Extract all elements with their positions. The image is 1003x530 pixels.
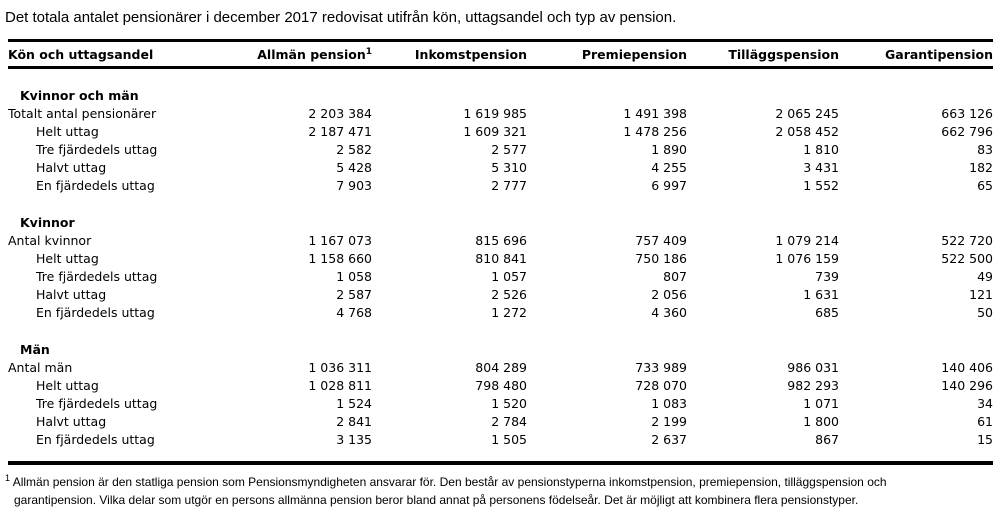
cell-value: 49 bbox=[977, 269, 993, 284]
table-row bbox=[8, 123, 993, 141]
cell-value: 2 058 452 bbox=[775, 124, 839, 139]
row-label: Antal kvinnor bbox=[8, 233, 92, 248]
spacer-row bbox=[8, 322, 993, 341]
page-title: Det totala antalet pensionärer i december 2017 redovisat utifrån kön, uttagsandel och typ av pension. bbox=[5, 9, 677, 26]
cell-value: 3 135 bbox=[336, 432, 372, 447]
row-label: Tre fjärdedels uttag bbox=[36, 269, 158, 284]
table-row bbox=[8, 431, 993, 449]
column-header-allman-pension bbox=[252, 41, 372, 68]
row-label: En fjärdedels uttag bbox=[36, 305, 155, 320]
cell-value: 1 619 985 bbox=[463, 106, 527, 121]
cell-value: 804 289 bbox=[475, 360, 527, 375]
cell-value: 1 478 256 bbox=[623, 124, 687, 139]
cell-value: 7 903 bbox=[336, 178, 372, 193]
section-heading-kvinnor: Kvinnor bbox=[20, 215, 75, 230]
footnote-line-1 bbox=[5, 472, 887, 489]
cell-value: 815 696 bbox=[475, 233, 527, 248]
row-label: Tre fjärdedels uttag bbox=[36, 142, 158, 157]
section-heading-row bbox=[8, 87, 993, 105]
column-header-kon-och-uttagsandel: Kön och uttagsandel bbox=[8, 41, 252, 68]
column-header-tillaggspension: Tilläggspension bbox=[687, 41, 839, 68]
cell-value: 182 bbox=[969, 160, 993, 175]
cell-value: 4 768 bbox=[336, 305, 372, 320]
table-bottom-rule bbox=[8, 461, 993, 465]
cell-value: 757 409 bbox=[635, 233, 687, 248]
cell-value: 662 796 bbox=[941, 124, 993, 139]
cell-value: 1 167 073 bbox=[308, 233, 372, 248]
cell-value: 798 480 bbox=[475, 378, 527, 393]
cell-value: 61 bbox=[977, 414, 993, 429]
column-header-garantipension: Garantipension bbox=[839, 41, 993, 68]
cell-value: 1 524 bbox=[336, 396, 372, 411]
section-heading-man: Män bbox=[20, 342, 50, 357]
cell-value: 1 491 398 bbox=[623, 106, 687, 121]
cell-value: 1 505 bbox=[491, 432, 527, 447]
table-row bbox=[8, 159, 993, 177]
row-label: Halvt uttag bbox=[36, 414, 107, 429]
column-header-allman-pension-text: Allmän pension bbox=[257, 46, 366, 62]
cell-value: 65 bbox=[977, 178, 993, 193]
cell-value: 663 126 bbox=[941, 106, 993, 121]
cell-value: 2 577 bbox=[491, 142, 527, 157]
table-row bbox=[8, 304, 993, 322]
cell-value: 5 428 bbox=[336, 160, 372, 175]
cell-value: 1 057 bbox=[491, 269, 527, 284]
cell-value: 2 777 bbox=[491, 178, 527, 193]
cell-value: 1 076 159 bbox=[775, 251, 839, 266]
cell-value: 6 997 bbox=[651, 178, 687, 193]
cell-value: 807 bbox=[663, 269, 687, 284]
cell-value: 2 203 384 bbox=[308, 106, 372, 121]
section-heading-kvinnor-och-man: Kvinnor och män bbox=[20, 88, 139, 103]
spacer-row bbox=[8, 195, 993, 214]
cell-value: 522 720 bbox=[941, 233, 993, 248]
cell-value: 140 406 bbox=[941, 360, 993, 375]
table-row bbox=[8, 105, 993, 123]
row-label: Helt uttag bbox=[36, 124, 99, 139]
row-label: Tre fjärdedels uttag bbox=[36, 396, 158, 411]
table-row bbox=[8, 141, 993, 159]
cell-value: 4 255 bbox=[651, 160, 687, 175]
cell-value: 986 031 bbox=[787, 360, 839, 375]
cell-value: 140 296 bbox=[941, 378, 993, 393]
cell-value: 2 199 bbox=[651, 414, 687, 429]
table-row bbox=[8, 286, 993, 304]
row-label: Halvt uttag bbox=[36, 287, 107, 302]
cell-value: 2 637 bbox=[651, 432, 687, 447]
row-label: En fjärdedels uttag bbox=[36, 178, 155, 193]
cell-value: 1 552 bbox=[803, 178, 839, 193]
column-header-premiepension: Premiepension bbox=[527, 41, 687, 68]
cell-value: 733 989 bbox=[635, 360, 687, 375]
cell-value: 5 310 bbox=[491, 160, 527, 175]
cell-value: 2 841 bbox=[336, 414, 372, 429]
row-label: Helt uttag bbox=[36, 378, 99, 393]
cell-value: 1 036 311 bbox=[308, 360, 372, 375]
footnote bbox=[5, 473, 1003, 509]
cell-value: 867 bbox=[815, 432, 839, 447]
row-label: Antal män bbox=[8, 360, 73, 375]
cell-value: 1 520 bbox=[491, 396, 527, 411]
pension-table bbox=[8, 39, 993, 449]
table-row bbox=[8, 377, 993, 395]
cell-value: 1 810 bbox=[803, 142, 839, 157]
footnote-line-2: garantipension. Vilka delar som utgör en persons allmänna pension beror bland annat på personens födelseår. Det är möjligt att kombinera flera pensionstyper. bbox=[14, 492, 859, 507]
table-row bbox=[8, 395, 993, 413]
cell-value: 83 bbox=[977, 142, 993, 157]
cell-value: 522 500 bbox=[941, 251, 993, 266]
section-heading-row bbox=[8, 214, 993, 232]
cell-value: 2 056 bbox=[651, 287, 687, 302]
cell-value: 1 158 660 bbox=[308, 251, 372, 266]
cell-value: 1 631 bbox=[803, 287, 839, 302]
spacer-row bbox=[8, 68, 993, 87]
cell-value: 685 bbox=[815, 305, 839, 320]
table-row bbox=[8, 177, 993, 195]
cell-value: 1 272 bbox=[491, 305, 527, 320]
cell-value: 2 582 bbox=[336, 142, 372, 157]
cell-value: 1 609 321 bbox=[463, 124, 527, 139]
cell-value: 2 526 bbox=[491, 287, 527, 302]
table-row bbox=[8, 250, 993, 268]
cell-value: 50 bbox=[977, 305, 993, 320]
column-header-inkomstpension: Inkomstpension bbox=[372, 41, 527, 68]
cell-value: 2 784 bbox=[491, 414, 527, 429]
cell-value: 3 431 bbox=[803, 160, 839, 175]
cell-value: 739 bbox=[815, 269, 839, 284]
row-label: Helt uttag bbox=[36, 251, 99, 266]
footnote-reference-marker: 1 bbox=[365, 46, 372, 57]
footnote-text-1: Allmän pension är den statliga pension som Pensionsmyndigheten ansvarar för. Den består av pensionstyperna inkomstpension, premiepension, tilläggspension och bbox=[12, 474, 887, 489]
cell-value: 15 bbox=[977, 432, 993, 447]
table-row bbox=[8, 232, 993, 250]
cell-value: 34 bbox=[977, 396, 993, 411]
cell-value: 1 800 bbox=[803, 414, 839, 429]
cell-value: 2 587 bbox=[336, 287, 372, 302]
cell-value: 982 293 bbox=[787, 378, 839, 393]
section-heading-row bbox=[8, 341, 993, 359]
table-row bbox=[8, 413, 993, 431]
cell-value: 810 841 bbox=[475, 251, 527, 266]
cell-value: 4 360 bbox=[651, 305, 687, 320]
cell-value: 121 bbox=[969, 287, 993, 302]
cell-value: 750 186 bbox=[635, 251, 687, 266]
table-row bbox=[8, 268, 993, 286]
footnote-marker: 1 bbox=[5, 472, 11, 483]
cell-value: 1 079 214 bbox=[775, 233, 839, 248]
cell-value: 1 058 bbox=[336, 269, 372, 284]
row-label: En fjärdedels uttag bbox=[36, 432, 155, 447]
table-row bbox=[8, 359, 993, 377]
table-header-row bbox=[8, 41, 993, 68]
row-label: Totalt antal pensionärer bbox=[8, 106, 157, 121]
cell-value: 1 028 811 bbox=[308, 378, 372, 393]
cell-value: 728 070 bbox=[635, 378, 687, 393]
cell-value: 1 083 bbox=[651, 396, 687, 411]
row-label: Halvt uttag bbox=[36, 160, 107, 175]
cell-value: 2 065 245 bbox=[775, 106, 839, 121]
cell-value: 1 071 bbox=[803, 396, 839, 411]
cell-value: 2 187 471 bbox=[308, 124, 372, 139]
cell-value: 1 890 bbox=[651, 142, 687, 157]
